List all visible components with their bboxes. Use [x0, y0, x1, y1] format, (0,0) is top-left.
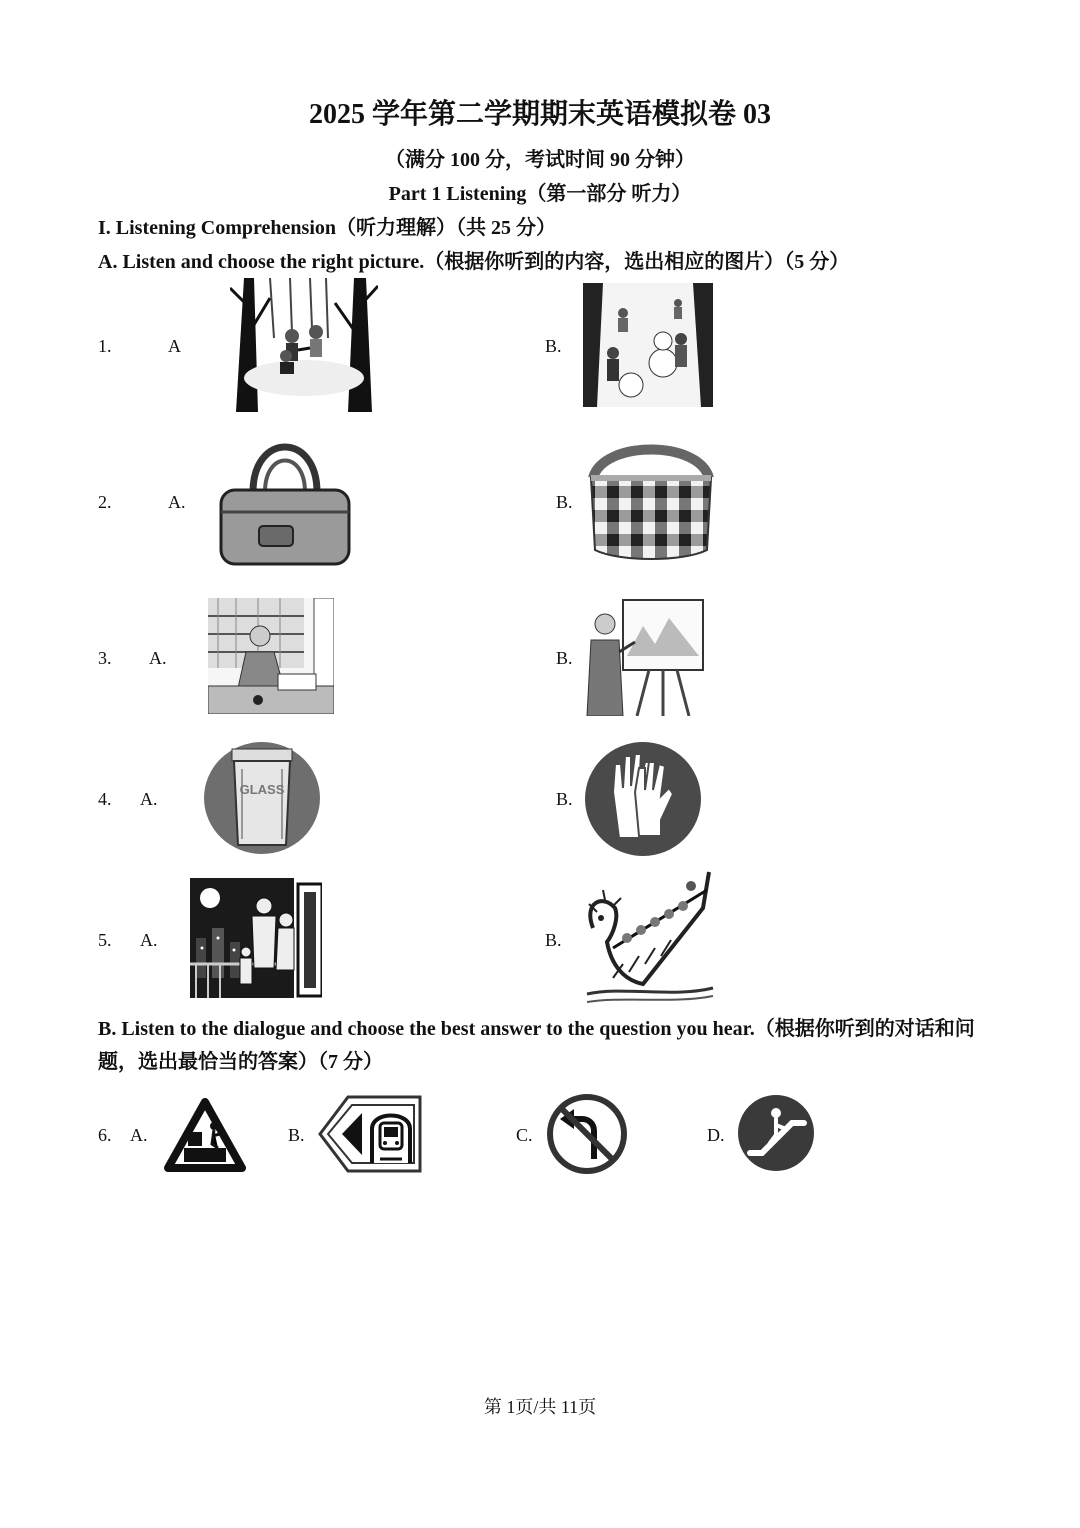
question-number: 3.	[98, 648, 112, 668]
option-label: B.	[556, 789, 573, 809]
dragon-boat-race-picture	[583, 868, 717, 1004]
subway-direction-sign-icon	[318, 1093, 422, 1175]
option-label: C.	[516, 1125, 533, 1145]
section-a-heading: A. Listen and choose the right picture.（根据你听到的内容，选出相应的图片）（5 分）	[98, 251, 850, 273]
option-label: D.	[707, 1125, 725, 1145]
option-label: A.	[168, 492, 186, 512]
escalator-sign-icon	[736, 1093, 816, 1173]
section-b-heading: B. Listen to the dialogue and choose the best answer to the question you hear.（根据你听到的对话和问题，选出最恰当的答案）（7 分）	[98, 1018, 975, 1073]
exam-subtitle: （满分 100 分，考试时间 90 分钟）	[385, 149, 695, 171]
option-label: B.	[556, 492, 573, 512]
children-skating-in-snow-picture	[230, 278, 378, 412]
glass-recycling-bin-icon	[202, 741, 322, 855]
man-painting-landscape-picture	[583, 596, 707, 716]
man-writing-calligraphy-picture	[208, 598, 334, 714]
option-label: B.	[545, 336, 562, 356]
page-footer: 第 1页/共 11页	[483, 1397, 597, 1417]
platform-gap-warning-sign-icon	[164, 1098, 246, 1172]
leather-handbag-picture	[215, 432, 355, 568]
option-label: A.	[149, 648, 167, 668]
section-i-heading: I. Listening Comprehension（听力理解）（共 25 分）	[98, 217, 557, 239]
question-number: 2.	[98, 492, 112, 512]
option-label: A	[168, 336, 181, 356]
question-number: 4.	[98, 789, 112, 809]
glass-bin-text: GLASS	[239, 782, 285, 797]
question-number: 6.	[98, 1125, 112, 1145]
question-number: 5.	[98, 930, 112, 950]
part-heading: Part 1 Listening（第一部分 听力）	[388, 183, 692, 205]
option-label: A.	[140, 930, 158, 950]
question-number: 1.	[98, 336, 112, 356]
family-watching-moon-picture	[190, 878, 322, 998]
checkered-cloth-bag-picture	[583, 438, 719, 564]
option-label: B.	[556, 648, 573, 668]
option-label: B.	[288, 1125, 305, 1145]
exam-title: 2025 学年第二学期期末英语模拟卷 03	[308, 99, 771, 130]
option-label: A.	[130, 1125, 148, 1145]
children-building-snowman-picture	[583, 283, 713, 407]
no-left-turn-sign-icon	[546, 1093, 628, 1175]
option-label: A.	[140, 789, 158, 809]
option-label: B.	[545, 930, 562, 950]
gloves-icon	[583, 740, 703, 858]
